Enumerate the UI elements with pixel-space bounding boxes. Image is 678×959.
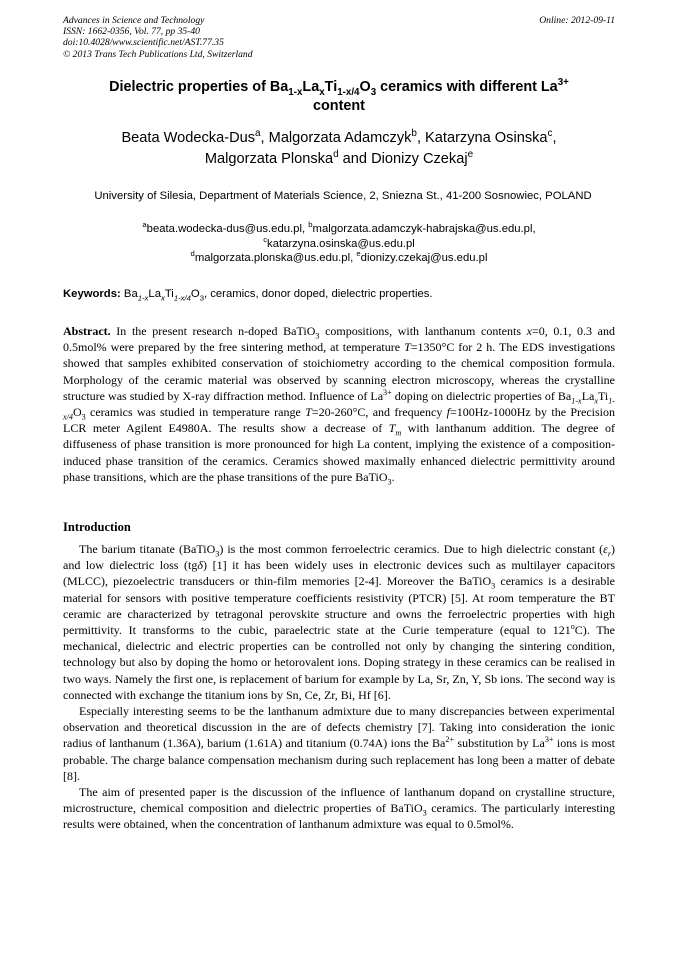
journal-name: Advances in Science and Technology: [63, 15, 205, 26]
online-date: Online: 2012-09-11: [539, 15, 615, 26]
journal-doi: doi:10.4028/www.scientific.net/AST.77.35: [63, 37, 224, 49]
author-name: Malgorzata Plonska: [204, 151, 334, 167]
paragraph: Especially interesting seems to be the lanthanum admixture due to many discrepancies between experimental observation and theoretical discussion in the are of defects chemistry [7]. Taking into consideration the ionic radius of lanthanum (1.36A), barium (1.61A) and titanium (0.74A) ions the $Ba^{2+}$ substitution by $La^{3+}$ ions is most probable. The charge balance compensation mechanism during such replacement has long been a matter of debate [8].: [63, 704, 615, 783]
author-name: Beata Wodecka-Dus: [121, 130, 256, 146]
section-heading-introduction: Introduction: [63, 520, 131, 534]
email-list: $^a$beata.wodecka-dus@us.edu.pl, $^b$malgorzata.adamczyk-habrajska@us.edu.pl, $^c$katarzyna.osinska@us.edu.pl $^d$malgorzata.plonska@us.edu.pl, $^e$dionizy.czekaj@us.edu.pl: [142, 220, 536, 264]
author-list: Beata Wodecka-Dus$^a$, Malgorzata Adamczyk$^b$, Katarzyna Osinska$^c$, Malgorzata Plonska$^d$ and Dionizy Czekaj$^e$: [121, 128, 557, 167]
paragraph: The aim of presented paper is the discussion of the influence of lanthanum dopand on crystalline structure, microstructure, chemical composition and dielectric properties of BaTiO$_3$ ceramics. The particularly interesting results were obtained, when the concentration of lanthanum admixture was equal to 0.5mol%.: [63, 785, 615, 832]
paper-title: Dielectric properties of $Ba_{1-x}La_xTi_{1-x/4}O_3$ ceramics with different $La^{3+}$ content: [109, 77, 569, 114]
journal-copyright: © 2013 Trans Tech Publications Ltd, Switzerland: [63, 48, 253, 60]
keywords: Keywords: $Ba_{1-x}La_xTi_{1-x/4}O_3$, ceramics, donor doped, dielectric properties.: [63, 288, 433, 303]
abstract-label: Abstract.: [63, 324, 111, 338]
author-name: Dionizy Czekaj: [371, 151, 468, 167]
keywords-label: Keywords:: [63, 288, 121, 300]
journal-header: [63, 15, 615, 60]
email-link[interactable]: katarzyna.osinska@us.edu.pl: [267, 237, 415, 250]
journal-issn: ISSN: 1662-0356, Vol. 77, pp 35-40: [63, 26, 200, 38]
author-name: Malgorzata Adamczyk: [268, 130, 412, 146]
email-link[interactable]: dionizy.czekaj@us.edu.pl: [360, 252, 488, 264]
email-link[interactable]: malgorzata.plonska@us.edu.pl: [194, 252, 351, 264]
email-link[interactable]: beata.wodecka-dus@us.edu.pl: [146, 223, 302, 235]
email-link[interactable]: malgorzata.adamczyk-habrajska@us.edu.pl: [312, 223, 533, 235]
paragraph: The barium titanate (BaTiO$_3$) is the most common ferroelectric ceramics. Due to high dielectric constant $(\varepsilon_r)$ and low dielectric loss (tgδ) [1] it has been widely uses in electronic devices such as multilayer capacitors (MLCC), piezoelectric transducers or thin-film memories [2-4]. Moreover the BaTiO$_3$ ceramics is a desirable material for sensors with positive temperature coefficients resistivity (PTCR) [5]. At room temperature the BT ceramic are characterized by tetragonal perovskite structure and owns the ferroelectric properties with high permittivity. It transforms to the cubic, paraelectric state at the Curie temperature (equal to 121$^o$C). The mechanical, dielectric and electric properties can be controlled not only by changing the sintering condition, technology but also by doping the homo or hetorovalent ions. Doping strategy in these ceramics can be realised in two ways. Namely the first one, is replacement of barium for example by La, Sr, Zn, Y, Sb ions. The second way is connected with exchange the titanium ions by Sn, Ce, Zr, Bi, Hf [6].: [63, 542, 616, 702]
author-name: Katarzyna Osinska: [425, 130, 548, 146]
abstract: Abstract. In the present research n-doped BaTiO$_3$ compositions, with lanthanum contents x=0, 0.1, 0.3 and 0.5mol% were prepared by the free sintering method, at temperature T=1350°C for 2 h. The EDS investigations showed that samples exhibited conservation of stoichiometry according to the chemical composition formula. Morphology of the ceramic material was observed by scanning electron microscopy, whereas the crystalline structure was studied by X-ray diffraction method. Influence of $La^{3+}$ doping on dielectric properties of $Ba_{1-x}La_xTi_{1-x/4}O_3$ ceramics was studied in temperature range T=20-260°C, and frequency f=100Hz-1000Hz by the Precision LCR meter Agilent E4980A. The results show a decrease of $T_m$ with lanthanum addition. The degree of diffuseness of phase transition is more pronounced for high La content, implying the existence of a composition-induced phase transition of the ceramics. Ceramics showed maximally enhanced dielectric permittivity around phase transitions, which are the phase transitions of the pure BaTiO$_3$.: [63, 324, 616, 487]
affiliation: University of Silesia, Department of Materials Science, 2, Sniezna St., 41-200 Sosnowiec, POLAND: [94, 190, 592, 202]
introduction-body: [63, 541, 615, 833]
